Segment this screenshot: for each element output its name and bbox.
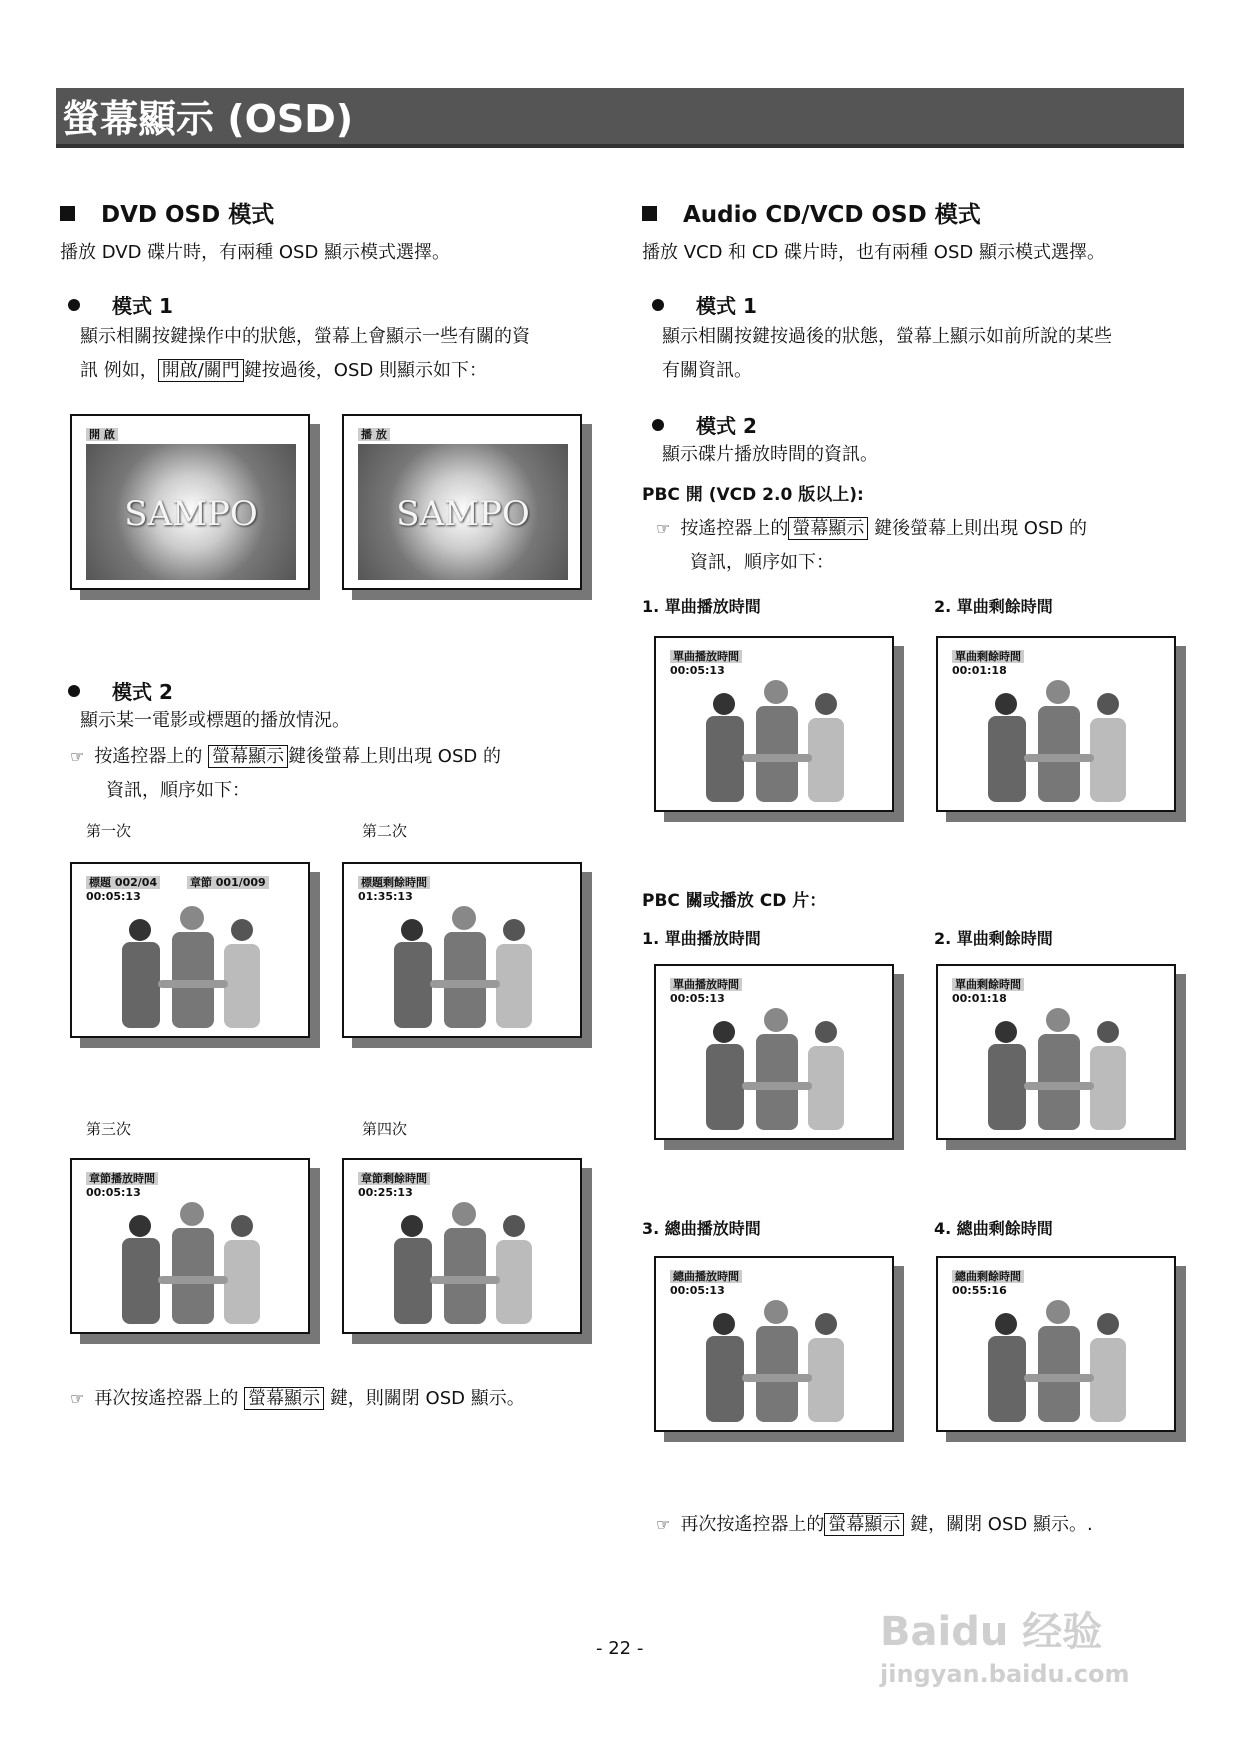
left-mode2-desc: 顯示某一電影或標題的播放情況。 — [80, 710, 350, 731]
bullet-icon — [652, 299, 664, 311]
caption-third: 第三次 — [86, 1120, 132, 1138]
osd-tag: 總曲剩餘時間 — [952, 1270, 1024, 1283]
close-post: 鍵，則關閉 OSD 顯示。 — [329, 1388, 525, 1409]
osd-time: 01:35:13 — [358, 890, 413, 903]
osd-tag: 章節剩餘時間 — [358, 1172, 430, 1185]
right-mode1-desc-b: 有關資訊。 — [662, 360, 752, 381]
left-mode1-title-text: 模式 1 — [112, 294, 173, 318]
left-mode1-desc-a: 顯示相關按鍵操作中的狀態，螢幕上會顯示一些有關的資 — [80, 326, 530, 347]
pointing-hand-icon: ☞ — [70, 1389, 85, 1408]
bullet-icon — [68, 685, 80, 697]
hand-pre: 按遙控器上的 — [680, 518, 789, 539]
bullet-icon — [652, 419, 664, 431]
osd-time: 00:05:13 — [86, 1186, 141, 1199]
hand-post: 鍵後螢幕上則出現 OSD 的 — [288, 746, 501, 767]
left-section-title-text: DVD OSD 模式 — [101, 202, 275, 228]
osd-display-key: 螢幕顯示 — [244, 1387, 324, 1410]
osd-screen-4 — [342, 1158, 582, 1334]
osd-tag: 標題剩餘時間 — [358, 876, 430, 889]
pbc-off-label-2: 2. 單曲剩餘時間 — [934, 929, 1053, 948]
bullet-icon — [68, 299, 80, 311]
osd-time: 00:05:13 — [86, 890, 141, 903]
business-people-image — [686, 1002, 866, 1134]
osd-tag: 章節播放時間 — [86, 1172, 158, 1185]
business-people-image — [686, 1294, 866, 1426]
osd-screen-open — [70, 414, 310, 590]
sampo-logo-image — [86, 444, 296, 580]
osd-tag: 單曲播放時間 — [670, 978, 742, 991]
pbc-on-label-2: 2. 單曲剩餘時間 — [934, 597, 1053, 616]
right-mode1-title-text: 模式 1 — [696, 294, 757, 318]
right-mode2-title — [652, 410, 757, 439]
right-mode2-title-text: 模式 2 — [696, 414, 757, 438]
page-number: - 22 - — [596, 1638, 644, 1659]
close-pre: 再次按遙控器上的 — [94, 1388, 239, 1409]
right-section-title-text: Audio CD/VCD OSD 模式 — [683, 202, 981, 228]
baidu-watermark-logo: Baidu 经验 — [880, 1609, 1103, 1655]
right-mode1-title — [652, 290, 757, 319]
left-mode2-hand-line2: 資訊，順序如下： — [106, 780, 250, 801]
osd-screen-2 — [342, 862, 582, 1038]
left-mode1-desc-b — [80, 354, 487, 388]
pointing-hand-icon: ☞ — [656, 519, 671, 538]
osd-display-key: 螢幕顯示 — [208, 745, 288, 768]
sampo-logo-text: SAMPO — [124, 494, 258, 534]
left-mode1-desc-b-pre: 訊 例如， — [80, 360, 158, 381]
right-close-note — [656, 1508, 1093, 1542]
business-people-image — [374, 1196, 554, 1328]
osd-time: 00:05:13 — [670, 664, 725, 677]
business-people-image — [968, 1002, 1148, 1134]
osd-chapter-info: 章節 001/009 — [187, 876, 269, 889]
left-mode1-desc-b-post: 鍵按過後，OSD 則顯示如下： — [243, 360, 487, 381]
hand-post: 鍵後螢幕上則出現 OSD 的 — [874, 518, 1087, 539]
osd-tag: 開 啟 — [86, 428, 118, 441]
left-close-note — [70, 1382, 525, 1416]
baidu-watermark-url: jingyan.baidu.com — [880, 1660, 1130, 1688]
pbc-on-heading: PBC 開 (VCD 2.0 版以上): — [642, 485, 864, 505]
caption-second: 第二次 — [362, 822, 408, 840]
right-mode2-hand — [656, 512, 1087, 546]
pbc-off-label-3: 3. 總曲播放時間 — [642, 1219, 761, 1238]
osd-time: 00:25:13 — [358, 1186, 413, 1199]
pbc-off-label-1: 1. 單曲播放時間 — [642, 929, 761, 948]
caption-first: 第一次 — [86, 822, 132, 840]
osd-tag: 播 放 — [358, 428, 390, 441]
right-section-title — [642, 196, 981, 229]
left-intro: 播放 DVD 碟片時，有兩種 OSD 顯示模式選擇。 — [60, 242, 451, 263]
business-people-image — [968, 1294, 1148, 1426]
osd-time: 00:55:16 — [952, 1284, 1007, 1297]
osd-time: 00:05:13 — [670, 1284, 725, 1297]
osd-tag: 總曲播放時間 — [670, 1270, 742, 1283]
osd-screen-1 — [70, 862, 310, 1038]
business-people-image — [374, 900, 554, 1032]
close-pre: 再次按遙控器上的 — [680, 1514, 825, 1535]
left-mode2-title-text: 模式 2 — [112, 680, 173, 704]
osd-screen-pbc-on-1 — [654, 636, 894, 812]
pointing-hand-icon: ☞ — [70, 747, 85, 766]
osd-time: 00:01:18 — [952, 664, 1007, 677]
business-people-image — [968, 674, 1148, 806]
osd-tag: 單曲剩餘時間 — [952, 978, 1024, 991]
osd-screen-pbc-off-3 — [654, 1256, 894, 1432]
osd-screen-play — [342, 414, 582, 590]
close-post: 鍵，關閉 OSD 顯示。. — [910, 1514, 1093, 1535]
page-title: 螢幕顯示 (OSD) — [56, 88, 1184, 148]
osd-screen-3 — [70, 1158, 310, 1334]
osd-tag: 單曲剩餘時間 — [952, 650, 1024, 663]
osd-tag: 單曲播放時間 — [670, 650, 742, 663]
left-section-title — [60, 196, 274, 229]
right-mode1-desc-a: 顯示相關按鍵按過後的狀態，螢幕上顯示如前所說的某些 — [662, 326, 1112, 347]
caption-fourth: 第四次 — [362, 1120, 408, 1138]
square-bullet-icon — [60, 206, 75, 221]
left-mode1-title — [68, 290, 173, 319]
right-intro: 播放 VCD 和 CD 碟片時，也有兩種 OSD 顯示模式選擇。 — [642, 242, 1105, 263]
left-mode2-hand — [70, 740, 501, 774]
pbc-off-label-4: 4. 總曲剩餘時間 — [934, 1219, 1053, 1238]
osd-time: 00:01:18 — [952, 992, 1007, 1005]
right-mode2-hand-line2: 資訊，順序如下： — [690, 552, 834, 573]
osd-title-info: 標題 002/04 — [86, 876, 160, 889]
open-close-key: 開啟/關門 — [158, 359, 244, 382]
pbc-on-label-1: 1. 單曲播放時間 — [642, 597, 761, 616]
osd-screen-pbc-off-1 — [654, 964, 894, 1140]
square-bullet-icon — [642, 206, 657, 221]
osd-display-key: 螢幕顯示 — [824, 1513, 904, 1536]
pbc-off-heading: PBC 關或播放 CD 片： — [642, 891, 827, 911]
osd-display-key: 螢幕顯示 — [788, 517, 868, 540]
sampo-logo-image — [358, 444, 568, 580]
osd-time: 00:05:13 — [670, 992, 725, 1005]
osd-screen-pbc-on-2 — [936, 636, 1176, 812]
right-mode2-desc: 顯示碟片播放時間的資訊。 — [662, 444, 878, 465]
osd-screen-pbc-off-2 — [936, 964, 1176, 1140]
osd-screen-pbc-off-4 — [936, 1256, 1176, 1432]
business-people-image — [102, 900, 282, 1032]
left-mode2-title — [68, 676, 173, 705]
pointing-hand-icon: ☞ — [656, 1515, 671, 1534]
hand-pre: 按遙控器上的 — [94, 746, 203, 767]
business-people-image — [102, 1196, 282, 1328]
business-people-image — [686, 674, 866, 806]
sampo-logo-text: SAMPO — [396, 494, 530, 534]
